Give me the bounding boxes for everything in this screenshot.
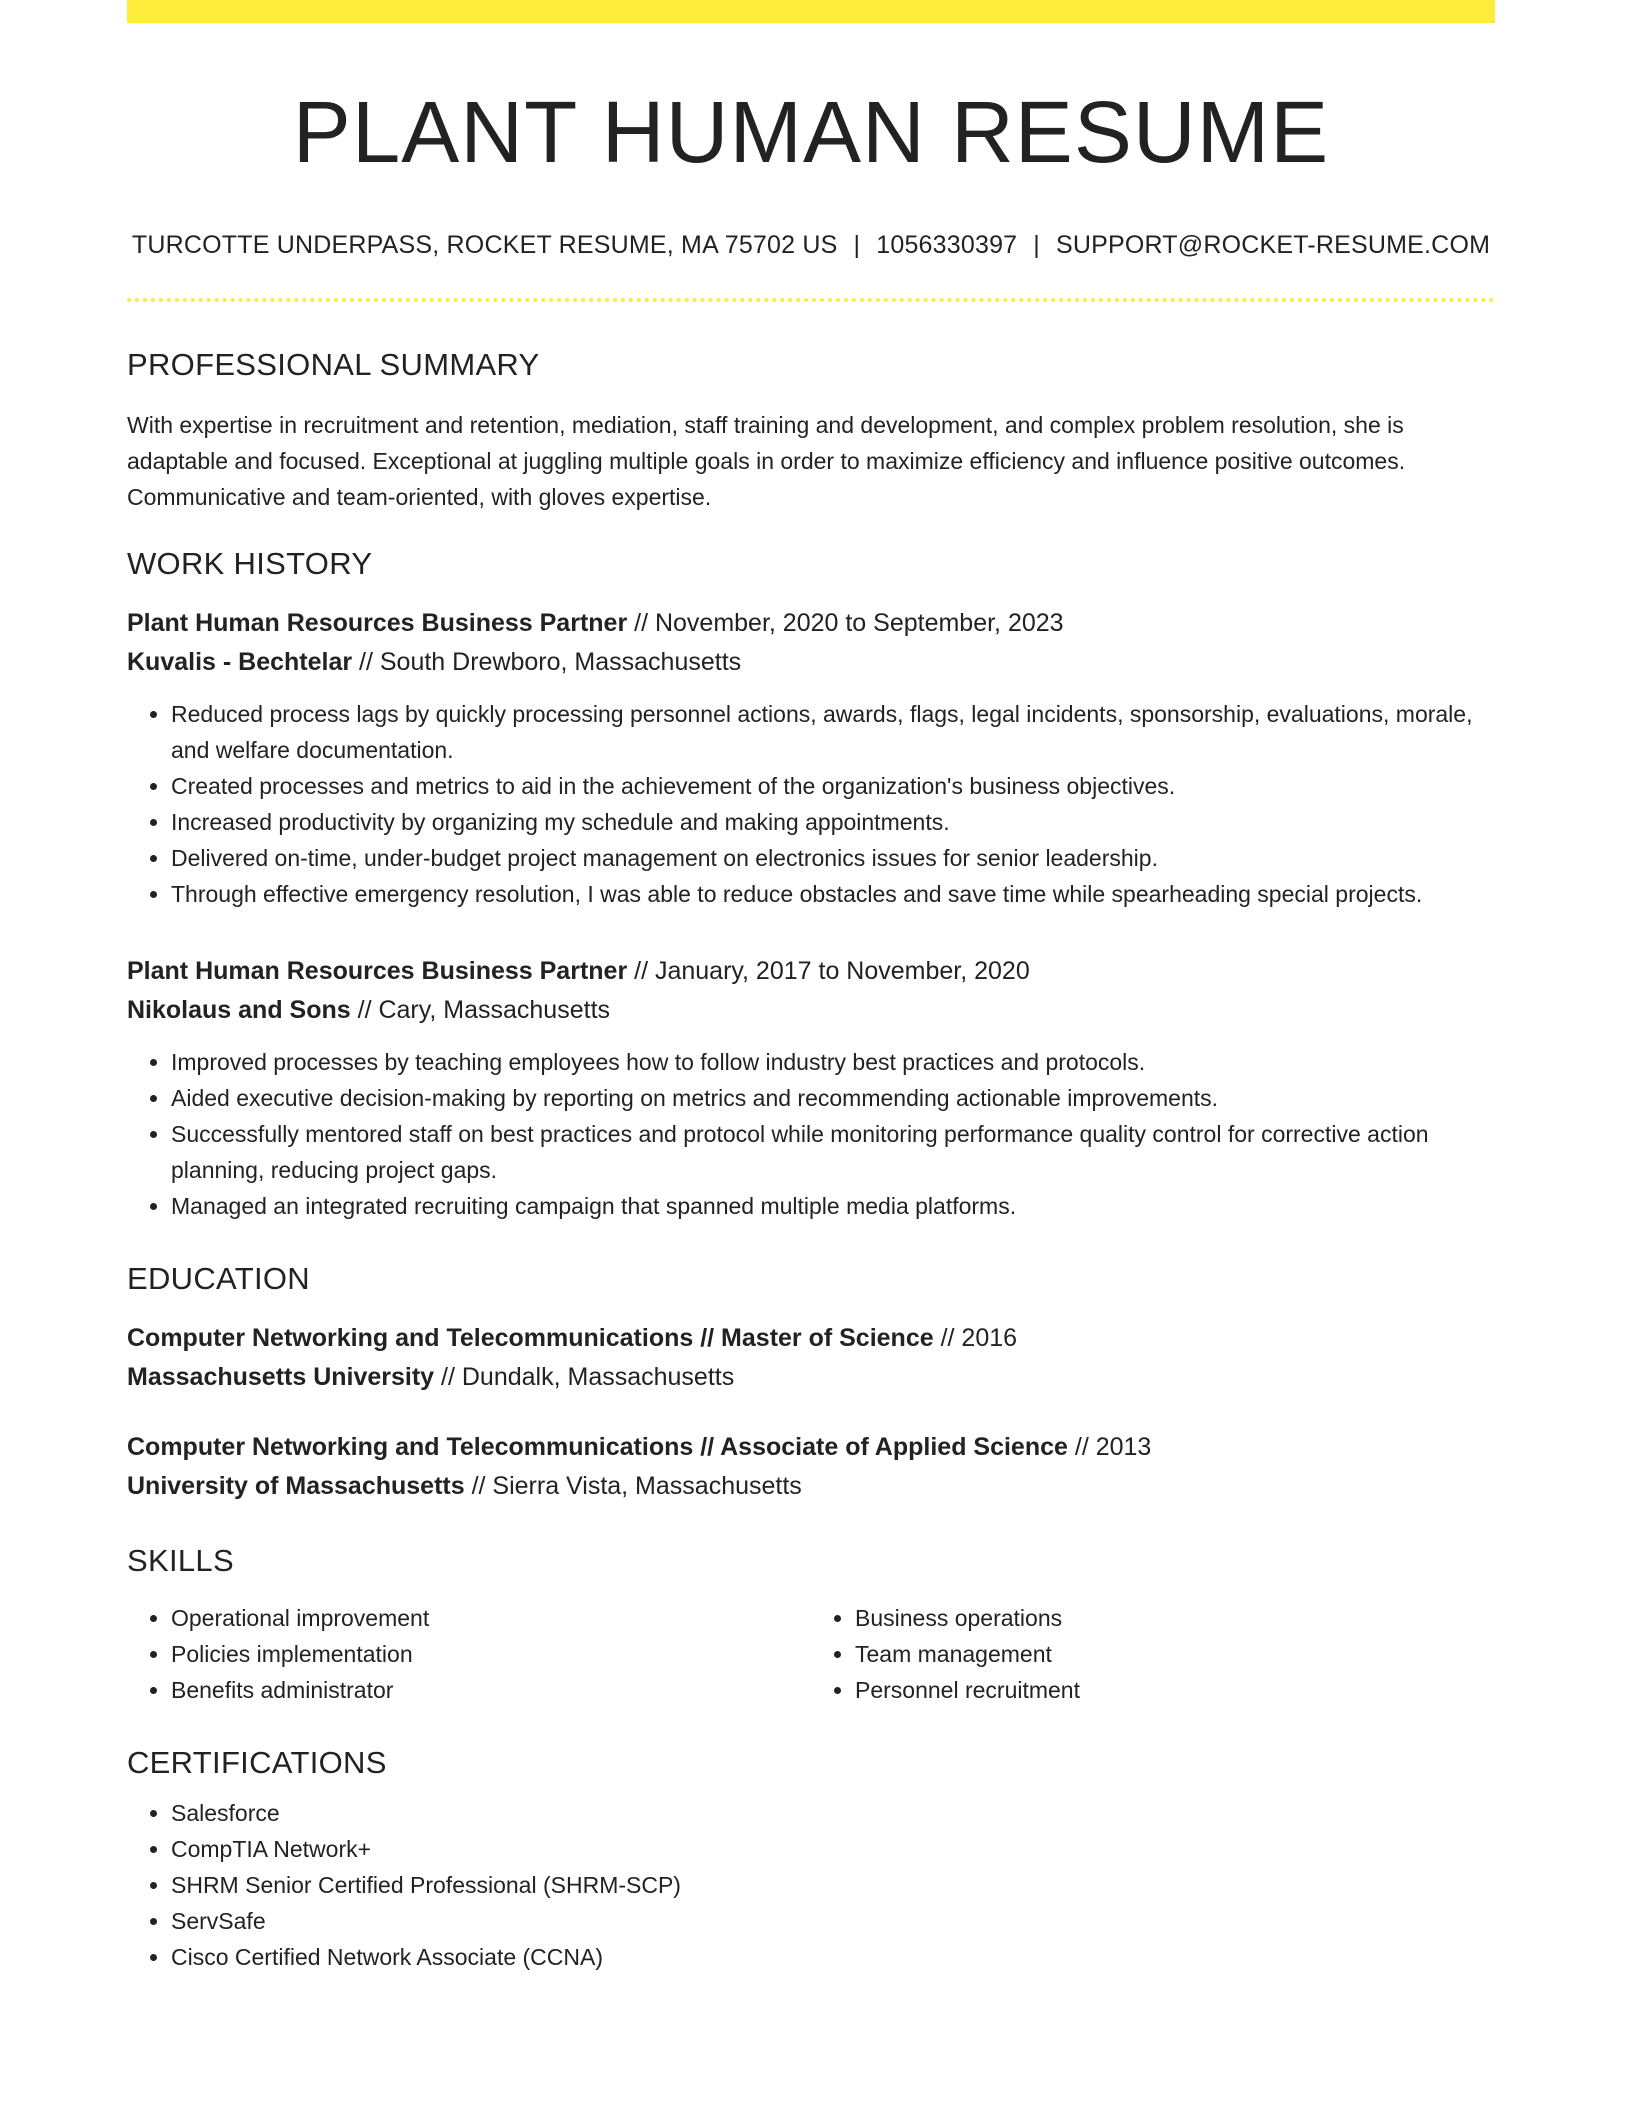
list-item: • Cisco Certified Network Associate (CCNA) xyxy=(171,1939,1495,1975)
degree-year: // 2016 xyxy=(933,1324,1018,1353)
contact-phone: 1056330397 xyxy=(876,231,1018,260)
top-accent-bar xyxy=(127,0,1495,23)
list-item: • Aided executive decision-making by reporting on metrics and recommending actionable improvements. xyxy=(171,1080,1495,1116)
list-item: • Improved processes by teaching employees how to follow industry best practices and protocols. xyxy=(171,1044,1495,1080)
job-title-line xyxy=(127,604,1495,643)
job-company-line xyxy=(127,991,1495,1030)
school-name: University of Massachusetts xyxy=(127,1472,465,1501)
contact-line xyxy=(127,229,1495,262)
list-item: • Created processes and metrics to aid in the achievement of the organization's business objectives. xyxy=(171,768,1495,804)
job-location: // South Drewboro, Massachusetts xyxy=(352,648,742,677)
contact-email: SUPPORT@ROCKET-RESUME.COM xyxy=(1055,231,1491,260)
list-item: • Delivered on-time, under-budget project management on electronics issues for senior leadership. xyxy=(171,840,1495,876)
list-item: • SHRM Senior Certified Professional (SHRM-SCP) xyxy=(171,1867,1495,1903)
list-item: • Through effective emergency resolution, I was able to reduce obstacles and save time while spearheading special projects. xyxy=(171,876,1495,912)
certifications-heading: CERTIFICATIONS xyxy=(127,1744,387,1780)
degree-name: Computer Networking and Telecommunications // Associate of Applied Science xyxy=(127,1433,1068,1462)
job-bullet-list xyxy=(127,696,1495,912)
skills-list-right xyxy=(811,1600,1495,1708)
education-entry xyxy=(127,1428,1495,1506)
job-dates: // November, 2020 to September, 2023 xyxy=(627,609,1064,638)
degree-line xyxy=(127,1319,1495,1358)
school-line xyxy=(127,1467,1495,1506)
dotted-divider xyxy=(127,298,1495,302)
degree-line xyxy=(127,1428,1495,1467)
summary-text: With expertise in recruitment and retention, mediation, staff training and development, and complex problem resolution, she is adaptable and focused. Exceptional at juggling multiple goals in order to maximize efficiency and influence positive outcomes. Communicative and team-oriented, with gloves expertise. xyxy=(127,412,1406,511)
list-item: • Team management xyxy=(855,1636,1495,1672)
contact-separator: | xyxy=(1033,231,1040,260)
school-location: // Sierra Vista, Massachusetts xyxy=(464,1472,802,1501)
list-item: • Successfully mentored staff on best practices and protocol while monitoring performance quality control for corrective action planning, reducing project gaps. xyxy=(171,1116,1495,1188)
degree-name: Computer Networking and Telecommunications // Master of Science xyxy=(127,1324,934,1353)
contact-address: TURCOTTE UNDERPASS, ROCKET RESUME, MA 75702 US xyxy=(131,231,838,260)
job-role: Plant Human Resources Business Partner xyxy=(127,609,628,638)
job-title-line xyxy=(127,952,1495,991)
work-history-heading: WORK HISTORY xyxy=(127,546,373,582)
job-bullet-list xyxy=(127,1044,1495,1224)
education-heading: EDUCATION xyxy=(127,1261,310,1297)
list-item: • Managed an integrated recruiting campaign that spanned multiple media platforms. xyxy=(171,1188,1495,1224)
list-item: • CompTIA Network+ xyxy=(171,1831,1495,1867)
list-item: • Reduced process lags by quickly processing personnel actions, awards, flags, legal incidents, sponsorship, evaluations, morale, and welfare documentation. xyxy=(171,696,1495,768)
job-company: Nikolaus and Sons xyxy=(127,996,351,1025)
certifications-list xyxy=(127,1795,1495,1975)
degree-year: // 2013 xyxy=(1067,1433,1152,1462)
list-item: • ServSafe xyxy=(171,1903,1495,1939)
list-item: • Increased productivity by organizing my schedule and making appointments. xyxy=(171,804,1495,840)
job-location: // Cary, Massachusetts xyxy=(350,996,611,1025)
education-entry xyxy=(127,1319,1495,1397)
list-item: • Salesforce xyxy=(171,1795,1495,1831)
summary-heading: PROFESSIONAL SUMMARY xyxy=(127,346,540,382)
job-dates: // January, 2017 to November, 2020 xyxy=(627,957,1030,986)
job-company: Kuvalis - Bechtelar xyxy=(127,648,353,677)
list-item: • Personnel recruitment xyxy=(855,1672,1495,1708)
list-item: • Policies implementation xyxy=(171,1636,811,1672)
school-name: Massachusetts University xyxy=(127,1363,435,1392)
job-entry xyxy=(127,952,1495,1030)
skills-heading: SKILLS xyxy=(127,1543,234,1579)
resume-page xyxy=(127,0,1495,1975)
job-role: Plant Human Resources Business Partner xyxy=(127,957,628,986)
resume-title: PLANT HUMAN RESUME xyxy=(292,84,1330,181)
skills-list-left xyxy=(127,1600,811,1708)
job-entry xyxy=(127,604,1495,682)
skills-grid xyxy=(127,1600,1495,1708)
contact-separator: | xyxy=(853,231,861,260)
list-item: • Benefits administrator xyxy=(171,1672,811,1708)
list-item: • Business operations xyxy=(855,1600,1495,1636)
school-line xyxy=(127,1358,1495,1397)
list-item: • Operational improvement xyxy=(171,1600,811,1636)
school-location: // Dundalk, Massachusetts xyxy=(434,1363,735,1392)
job-company-line xyxy=(127,643,1495,682)
